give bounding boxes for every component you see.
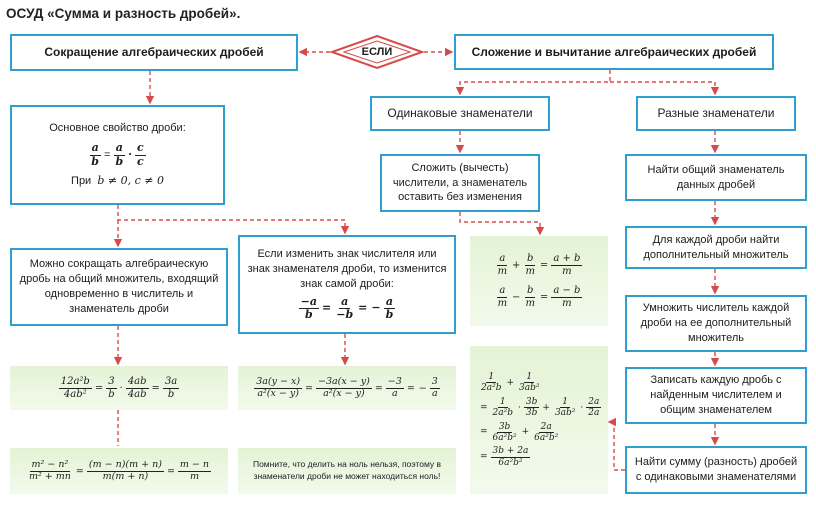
example-reduce-1: $\frac{\text{12a²b}}{\text{4ab²}}$ = $\frac{3}{b}$ · $\frac{4ab}{4ab}$ = $\frac{3a}{b}$ xyxy=(10,366,228,410)
basic-property-box xyxy=(10,105,225,205)
step-2-extra-factor: Для каждой дроби найти дополнительный множитель xyxy=(625,226,807,269)
sign-change-text: Если изменить знак числителя или знак знаменателя дроби, то изменится знак самой дроби: xyxy=(247,248,447,290)
add-numerators-box: Сложить (вычесть) числители, а знаменатель оставить без изменения xyxy=(380,154,540,212)
same-denominators-box: Одинаковые знаменатели xyxy=(370,96,550,131)
step-4-write-fraction: Записать каждую дробь с найденным числителем и общим знаменателем xyxy=(625,367,807,424)
same-denominators-formulas xyxy=(470,236,608,326)
example-different-denominators: 1 2a²b + $\frac{1}{\text{3ab²}}$ = $\frac{1}{\text{2a²b}}$ · 3b 3b + $\frac{1}{\text{3ab²}}$ · 2a 2a = $\frac{3b}{\text{6a²b²}}$ + $\frac{2a}{\text{6a²b²}}$ = $\frac{3b + 2a}{\text{6a²b²}}$ xyxy=(470,346,608,494)
sign-change-box xyxy=(238,235,456,334)
basic-property-formula: $\frac{a}{b}$ = $\frac{a}{b}$ · c c xyxy=(91,140,144,168)
same-diff-formula: a m − $\frac{b}{m}$ = $\frac{a - b}{m}$ xyxy=(497,285,581,309)
can-reduce-box: Можно сокращать алгебраическую дробь на общий множитель, входящий одновременно в числитель и знаменатель дроби xyxy=(10,248,228,326)
diff-denominators-box: Разные знаменатели xyxy=(636,96,796,131)
right-header-add-sub: Сложение и вычитание алгебраических дробей xyxy=(454,34,774,70)
zero-division-note: Помните, что делить на ноль нельзя, поэтому в знаменатели дроби не может находиться ноль! xyxy=(238,448,456,494)
step-5-find-sum: Найти сумму (разность) дробей с одинаковыми знаменателями xyxy=(625,446,807,494)
example-sign-change: $\frac{3a(y - x)}{\text{a²(x − y)}}$ = $\frac{-3a(x - y)}{\text{a²(x − y)}}$ = $\frac{-3}{a}$ = − $\frac{3}{a}$ xyxy=(238,366,456,410)
left-header-reduction: Сокращение алгебраических дробей xyxy=(10,34,298,71)
sign-change-formula: $\frac{-a}{b}$ = $\frac{a}{-b}$ = − $\frac{a}{b}$ xyxy=(300,294,394,322)
page-title: ОСУД «Сумма и разность дробей». xyxy=(6,6,241,21)
step-3-multiply-numerator: Умножить числитель каждой дроби на ее дополнительный множитель xyxy=(625,295,807,352)
step-1-common-denominator: Найти общий знаменатель данных дробей xyxy=(625,154,807,201)
example-reduce-2: $\frac{\text{m² − n²}}{\text{m² + mn}}$ = $\frac{(m - n)(m + n)}{m(m + n)}$ = $\frac{m - n}{m}$ xyxy=(10,448,228,494)
if-diamond xyxy=(330,34,424,70)
basic-property-title: Основное свойство дроби: xyxy=(49,122,186,135)
same-sum-formula: a m + $\frac{b}{m}$ = $\frac{a + b}{m}$ xyxy=(497,253,581,277)
diamond-label: ЕСЛИ xyxy=(361,46,393,58)
basic-property-condition: При b ≠ 0, c ≠ 0 xyxy=(71,174,164,188)
